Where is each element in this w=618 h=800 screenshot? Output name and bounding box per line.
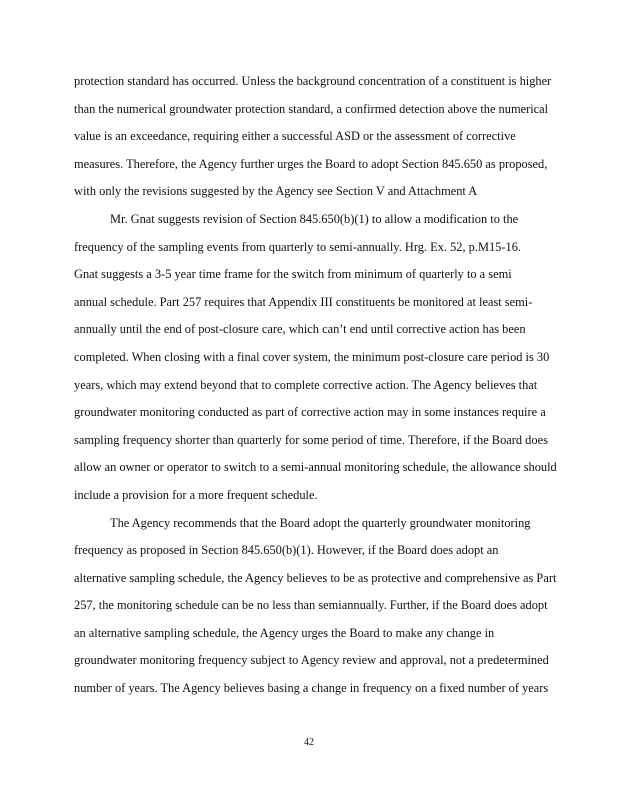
text-line: with only the revisions suggested by the Agency see Section V and Attachment A <box>74 184 478 199</box>
text-line: alternative sampling schedule, the Agency believes to be as protective and comprehensive as Part <box>74 570 557 585</box>
text-line: 257, the monitoring schedule can be no less than semiannually. Further, if the Board does adopt <box>74 598 548 613</box>
text-line: groundwater monitoring frequency subject to Agency review and approval, not a predetermined <box>74 653 549 668</box>
paragraph-first-line: Mr. Gnat suggests revision of Section 845.650(b)(1) to allow a modification to the <box>110 211 519 226</box>
text-line: than the numerical groundwater protection standard, a confirmed detection above the numerical <box>74 101 549 116</box>
body-text <box>74 68 604 703</box>
text-line: frequency of the sampling events from quarterly to semi-annually. Hrg. Ex. 52, p.M15-16. <box>74 239 521 254</box>
text-line: annual schedule. Part 257 requires that Appendix III constituents be monitored at least semi- <box>74 294 533 309</box>
text-line: number of years. The Agency believes basing a change in frequency on a fixed number of years <box>74 681 549 696</box>
text-line: years, which may extend beyond that to complete corrective action. The Agency believes that <box>74 377 538 392</box>
text-line: value is an exceedance, requiring either a successful ASD or the assessment of corrective <box>74 129 516 144</box>
text-line: Gnat suggests a 3-5 year time frame for the switch from minimum of quarterly to a semi <box>74 267 512 282</box>
text-line: annually until the end of post-closure care, which can’t end until corrective action has been <box>74 322 526 337</box>
text-line: frequency as proposed in Section 845.650(b)(1). However, if the Board does adopt an <box>74 543 499 558</box>
paragraph-first-line: The Agency recommends that the Board adopt the quarterly groundwater monitoring <box>110 515 531 530</box>
text-line: include a provision for a more frequent schedule. <box>74 487 318 502</box>
text-line: completed. When closing with a final cover system, the minimum post-closure care period is 30 <box>74 349 550 364</box>
text-line: an alternative sampling schedule, the Agency urges the Board to make any change in <box>74 625 495 640</box>
text-line: sampling frequency shorter than quarterly for some period of time. Therefore, if the Board does <box>74 432 548 447</box>
text-line: groundwater monitoring conducted as part of corrective action may in some instances require a <box>74 405 546 420</box>
page-number: 42 <box>304 737 314 748</box>
text-line: protection standard has occurred. Unless the background concentration of a constituent is higher <box>74 74 552 88</box>
text-line: measures. Therefore, the Agency further urges the Board to adopt Section 845.650 as proposed, <box>74 156 548 171</box>
text-line: allow an owner or operator to switch to a semi-annual monitoring schedule, the allowance should <box>74 460 557 475</box>
